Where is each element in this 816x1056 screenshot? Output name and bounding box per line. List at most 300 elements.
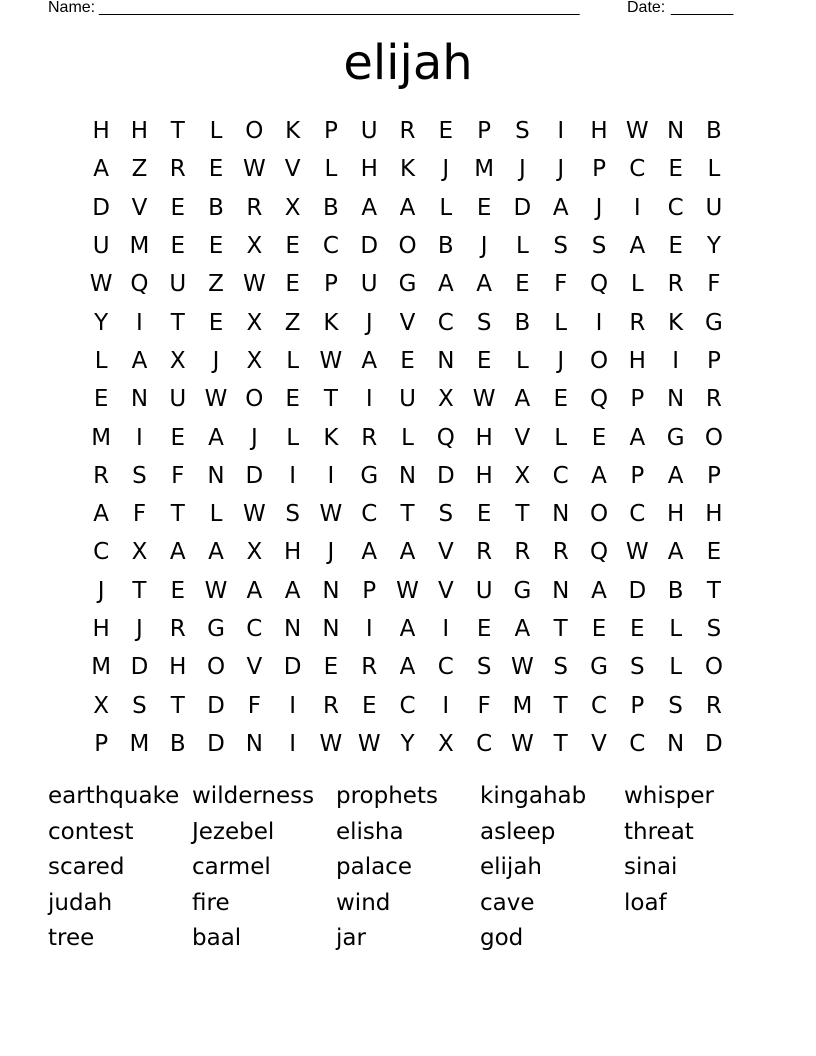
word-list-item: carmel	[192, 854, 271, 881]
grid-letter: B	[514, 309, 531, 336]
grid-letter: V	[437, 539, 454, 566]
grid-letter: H	[475, 462, 493, 489]
grid-letter: V	[437, 577, 454, 604]
grid-letter: I	[365, 386, 373, 413]
grid-letter: W	[204, 386, 228, 413]
grid-letter: J	[442, 156, 450, 183]
grid-letter: T	[170, 118, 185, 145]
grid-letter: U	[399, 386, 416, 413]
name-blank-line: ______________________________________________________	[99, 0, 580, 16]
grid-letter: T	[132, 577, 147, 604]
grid-letter: G	[513, 577, 532, 604]
grid-letter: A	[667, 462, 684, 489]
grid-letter: F	[132, 501, 147, 528]
grid-letter: H	[360, 156, 378, 183]
grid-letter: M	[91, 654, 112, 681]
grid-letter: O	[704, 654, 723, 681]
grid-letter: S	[132, 462, 147, 489]
grid-letter: I	[289, 692, 297, 719]
grid-letter: N	[322, 577, 340, 604]
word-list-item: asleep	[480, 818, 556, 845]
grid-letter: H	[705, 501, 723, 528]
grid-letter: T	[400, 501, 415, 528]
grid-letter: E	[170, 577, 186, 604]
grid-letter: A	[629, 233, 646, 260]
grid-letter: X	[169, 347, 186, 374]
grid-letter: O	[398, 233, 417, 260]
grid-letter: F	[554, 271, 568, 298]
grid-letter: X	[131, 539, 148, 566]
grid-letter: S	[553, 233, 569, 260]
word-list-item: fire	[192, 889, 230, 916]
grid-letter: G	[207, 616, 225, 642]
word-list-item: elisha	[336, 818, 404, 845]
grid-letter: T	[170, 309, 185, 336]
grid-letter: A	[131, 347, 148, 374]
grid-letter: J	[327, 539, 335, 566]
grid-letter: U	[169, 386, 187, 413]
grid-letter: I	[633, 194, 641, 221]
grid-letter: X	[246, 539, 263, 566]
grid-letter: W	[319, 501, 343, 528]
grid-letter: N	[666, 386, 685, 413]
grid-letter: A	[591, 577, 607, 604]
grid-letter: N	[666, 118, 685, 145]
grid-letter: K	[323, 309, 339, 336]
grid-letter: D	[628, 577, 647, 604]
grid-letter: J	[136, 616, 143, 642]
grid-letter: Q	[589, 386, 609, 413]
grid-letter: D	[207, 730, 225, 757]
grid-letter: D	[705, 730, 723, 757]
grid-letter: K	[323, 424, 339, 451]
grid-letter: L	[516, 233, 529, 260]
grid-letter: T	[706, 577, 721, 604]
grid-letter: C	[93, 539, 110, 566]
grid-letter: X	[284, 194, 301, 221]
grid-letter: X	[437, 730, 454, 757]
grid-letter: P	[592, 156, 606, 183]
grid-letter: S	[630, 654, 645, 681]
grid-letter: O	[206, 654, 226, 681]
grid-letter: Y	[400, 730, 415, 757]
grid-letter: S	[438, 501, 454, 528]
grid-letter: L	[209, 118, 223, 145]
date-label: Date:	[627, 0, 666, 16]
grid-letter: T	[553, 730, 568, 757]
grid-letter: W	[242, 271, 266, 298]
grid-letter: O	[589, 347, 609, 374]
grid-letter: P	[323, 271, 338, 298]
grid-letter: U	[475, 577, 493, 604]
grid-letter: H	[130, 118, 149, 145]
grid-letter: E	[208, 309, 224, 336]
grid-letter: E	[476, 347, 492, 374]
grid-letter: J	[97, 577, 105, 604]
grid-letter: V	[591, 730, 607, 757]
grid-letter: C	[629, 730, 646, 757]
grid-letter: I	[136, 424, 143, 451]
grid-letter: G	[704, 309, 723, 336]
grid-letter: I	[557, 118, 565, 145]
word-list-item: tree	[48, 925, 95, 952]
grid-letter: V	[399, 309, 416, 336]
grid-letter: R	[322, 692, 339, 719]
grid-letter: A	[514, 386, 531, 413]
grid-letter: O	[704, 424, 723, 451]
grid-letter: N	[398, 462, 417, 489]
grid-letter: P	[362, 577, 377, 604]
grid-letter: C	[629, 501, 646, 528]
grid-letter: P	[630, 692, 645, 719]
grid-letter: Q	[436, 424, 455, 451]
grid-letter: L	[401, 424, 414, 451]
grid-letter: A	[399, 616, 416, 642]
grid-letter: H	[283, 539, 302, 566]
grid-letter: E	[553, 386, 568, 413]
grid-letter: E	[706, 539, 722, 566]
grid-letter: J	[557, 156, 565, 183]
grid-letter: B	[208, 194, 224, 221]
grid-letter: A	[437, 271, 454, 298]
grid-letter: T	[170, 501, 185, 528]
word-list-item: prophets	[336, 783, 438, 809]
grid-letter: Y	[706, 233, 721, 260]
grid-letter: E	[170, 194, 186, 221]
grid-letter: W	[511, 730, 534, 757]
grid-letter: H	[628, 347, 646, 374]
word-list-item: palace	[336, 854, 412, 881]
grid-letter: I	[442, 616, 450, 642]
grid-letter: L	[286, 424, 300, 451]
grid-letter: W	[319, 730, 343, 757]
grid-letter: X	[246, 309, 263, 336]
grid-letter: F	[171, 462, 185, 489]
grid-letter: N	[322, 616, 340, 642]
word-list-item: earthquake	[48, 783, 180, 809]
grid-letter: E	[170, 424, 186, 451]
grid-letter: R	[667, 271, 684, 298]
grid-letter: X	[246, 233, 263, 260]
grid-letter: E	[323, 654, 339, 681]
grid-letter: D	[92, 194, 110, 221]
grid-letter: A	[399, 194, 416, 221]
worksheet-header	[48, 0, 748, 18]
grid-letter: C	[437, 654, 454, 681]
word-list-item: jar	[336, 925, 366, 952]
grid-letter: A	[93, 156, 110, 183]
grid-letter: J	[480, 233, 488, 260]
grid-letter: P	[323, 118, 338, 145]
grid-letter: G	[590, 654, 608, 681]
grid-letter: V	[514, 424, 531, 451]
grid-letter: D	[436, 462, 455, 489]
grid-letter: Q	[589, 271, 609, 298]
grid-letter: L	[94, 347, 108, 374]
grid-letter: Z	[284, 309, 301, 336]
grid-letter: R	[705, 386, 722, 413]
grid-letter: H	[92, 118, 110, 145]
grid-letter: X	[93, 692, 110, 719]
grid-letter: Z	[131, 156, 148, 183]
grid-letter: N	[666, 730, 685, 757]
word-list-item: wilderness	[192, 783, 315, 809]
grid-letter: T	[553, 692, 568, 719]
grid-letter: A	[169, 539, 186, 566]
grid-letter: J	[365, 309, 373, 336]
grid-letter: K	[399, 156, 416, 183]
grid-letter: R	[169, 156, 186, 183]
grid-letter: N	[284, 616, 302, 642]
grid-letter: M	[129, 233, 150, 260]
grid-letter: E	[208, 156, 224, 183]
grid-letter: I	[672, 347, 679, 374]
grid-letter: E	[285, 271, 300, 298]
grid-letter: R	[514, 539, 531, 566]
grid-letter: I	[289, 462, 297, 489]
grid-letter: C	[552, 462, 569, 489]
grid-letter: L	[669, 654, 683, 681]
grid-letter: S	[668, 692, 683, 719]
grid-letter: M	[91, 424, 112, 451]
grid-letter: R	[476, 539, 493, 566]
grid-letter: N	[552, 501, 570, 528]
grid-letter: W	[511, 654, 534, 681]
grid-letter: M	[474, 156, 495, 183]
grid-letter: W	[89, 271, 113, 298]
grid-letter: U	[92, 233, 110, 260]
grid-letter: X	[437, 386, 454, 413]
grid-letter: W	[472, 386, 496, 413]
grid-letter: A	[208, 424, 224, 451]
grid-letter: N	[130, 386, 149, 413]
grid-letter: B	[323, 194, 339, 221]
grid-letter: A	[208, 539, 224, 566]
grid-letter: D	[245, 462, 264, 489]
grid-letter: W	[319, 347, 343, 374]
grid-letter: E	[668, 233, 683, 260]
grid-letter: K	[285, 118, 301, 145]
grid-letter: I	[595, 309, 603, 336]
word-list-item: god	[480, 925, 524, 952]
word-list-item: threat	[624, 818, 694, 845]
grid-letter: P	[706, 347, 721, 374]
grid-letter: E	[93, 386, 109, 413]
grid-letter: E	[208, 233, 224, 260]
grid-letter: H	[590, 118, 608, 145]
word-list-item: contest	[48, 818, 134, 845]
grid-letter: C	[399, 692, 416, 719]
grid-letter: X	[514, 462, 531, 489]
grid-letter: R	[361, 424, 378, 451]
grid-letter: M	[512, 692, 533, 719]
letter-grid	[82, 112, 734, 762]
grid-letter: S	[553, 654, 569, 681]
grid-letter: A	[514, 616, 531, 642]
grid-letter: A	[667, 539, 684, 566]
grid-letter: V	[131, 194, 148, 221]
grid-letter: E	[476, 616, 492, 642]
word-list-item: baal	[192, 925, 242, 952]
grid-letter: R	[169, 616, 186, 642]
grid-letter: C	[667, 194, 684, 221]
grid-letter: Q	[130, 271, 149, 298]
grid-letter: E	[591, 616, 607, 642]
grid-letter: B	[706, 118, 722, 145]
grid-letter: S	[706, 616, 722, 642]
grid-letter: J	[250, 424, 258, 451]
word-list-item: cave	[480, 889, 535, 916]
grid-letter: L	[554, 424, 568, 451]
grid-letter: N	[245, 730, 263, 757]
grid-letter: A	[399, 654, 416, 681]
grid-letter: C	[322, 233, 339, 260]
grid-letter: A	[629, 424, 646, 451]
grid-letter: S	[476, 309, 492, 336]
page-title: elijah	[343, 35, 473, 91]
grid-letter: E	[515, 271, 530, 298]
grid-letter: L	[554, 309, 568, 336]
grid-letter: V	[284, 156, 301, 183]
grid-letter: I	[136, 309, 143, 336]
grid-letter: I	[327, 462, 335, 489]
date-blank-line: _______	[671, 0, 734, 16]
grid-letter: L	[439, 194, 453, 221]
word-list-item: whisper	[624, 783, 714, 809]
grid-letter: E	[591, 424, 607, 451]
grid-letter: U	[360, 271, 378, 298]
grid-letter: B	[667, 577, 684, 604]
grid-letter: D	[513, 194, 532, 221]
grid-letter: J	[557, 347, 565, 374]
grid-letter: U	[169, 271, 187, 298]
grid-letter: H	[92, 616, 110, 642]
grid-letter: T	[170, 692, 185, 719]
grid-letter: M	[129, 730, 150, 757]
grid-letter: E	[170, 233, 186, 260]
grid-letter: V	[246, 654, 263, 681]
grid-letter: T	[553, 616, 568, 642]
grid-letter: A	[591, 462, 607, 489]
grid-letter: G	[398, 271, 417, 298]
grid-letter: K	[668, 309, 684, 336]
grid-letter: F	[247, 692, 261, 719]
grid-letter: C	[246, 616, 263, 642]
grid-letter: O	[245, 118, 264, 145]
grid-letter: R	[705, 692, 722, 719]
grid-letter: O	[589, 501, 609, 528]
word-list-item: loaf	[624, 889, 667, 916]
grid-letter: E	[476, 194, 492, 221]
grid-letter: P	[630, 462, 645, 489]
grid-letter: J	[595, 194, 603, 221]
grid-letter: N	[552, 577, 570, 604]
grid-letter: A	[476, 271, 492, 298]
grid-letter: H	[169, 654, 187, 681]
grid-letter: S	[132, 692, 147, 719]
grid-letter: N	[207, 462, 225, 489]
grid-letter: W	[357, 730, 381, 757]
grid-letter: A	[246, 577, 263, 604]
grid-letter: D	[283, 654, 302, 681]
word-list-item: Jezebel	[192, 818, 275, 845]
grid-letter: T	[515, 501, 530, 528]
grid-letter: R	[361, 654, 378, 681]
grid-letter: R	[93, 462, 110, 489]
word-list	[48, 779, 768, 957]
grid-letter: L	[324, 156, 338, 183]
grid-letter: E	[476, 501, 492, 528]
grid-letter: T	[323, 386, 338, 413]
grid-letter: R	[399, 118, 416, 145]
grid-letter: Q	[589, 539, 609, 566]
grid-letter: C	[629, 156, 646, 183]
word-list-item: wind	[336, 889, 391, 916]
grid-letter: W	[625, 118, 649, 145]
grid-letter: W	[242, 156, 266, 183]
grid-letter: Y	[94, 309, 109, 336]
grid-letter: E	[438, 118, 454, 145]
grid-letter: L	[669, 616, 683, 642]
grid-letter: W	[625, 539, 649, 566]
grid-letter: S	[285, 501, 300, 528]
grid-letter: W	[204, 577, 228, 604]
grid-letter: A	[284, 577, 301, 604]
grid-letter: I	[289, 730, 297, 757]
grid-letter: E	[630, 616, 645, 642]
grid-letter: W	[396, 577, 419, 604]
grid-letter: C	[590, 692, 608, 719]
grid-letter: E	[361, 692, 377, 719]
grid-letter: O	[245, 386, 264, 413]
grid-letter: P	[94, 730, 109, 757]
grid-letter: G	[666, 424, 685, 451]
grid-letter: S	[515, 118, 530, 145]
grid-letter: S	[476, 654, 492, 681]
grid-letter: R	[246, 194, 263, 221]
grid-letter: A	[552, 194, 569, 221]
grid-letter: U	[360, 118, 378, 145]
grid-letter: D	[207, 692, 225, 719]
grid-letter: P	[630, 386, 645, 413]
word-list-item: kingahab	[480, 783, 587, 809]
grid-letter: A	[361, 539, 378, 566]
grid-letter: P	[477, 118, 492, 145]
grid-letter: S	[591, 233, 607, 260]
grid-letter: L	[209, 501, 223, 528]
grid-letter: A	[399, 539, 416, 566]
word-list-item: sinai	[624, 854, 678, 881]
grid-letter: W	[242, 501, 266, 528]
grid-letter: D	[130, 654, 149, 681]
grid-letter: J	[212, 347, 220, 374]
grid-letter: J	[519, 156, 526, 183]
grid-letter: A	[361, 347, 378, 374]
grid-letter: D	[360, 233, 379, 260]
grid-letter: C	[437, 309, 454, 336]
grid-letter: L	[707, 156, 721, 183]
grid-letter: E	[285, 386, 300, 413]
grid-letter: A	[93, 501, 110, 528]
word-list-item: elijah	[480, 854, 542, 881]
grid-letter: R	[629, 309, 646, 336]
grid-letter: E	[668, 156, 683, 183]
grid-letter: A	[361, 194, 378, 221]
word-list-item: judah	[48, 889, 113, 916]
grid-letter: C	[476, 730, 493, 757]
grid-letter: C	[361, 501, 378, 528]
grid-letter: L	[516, 347, 529, 374]
